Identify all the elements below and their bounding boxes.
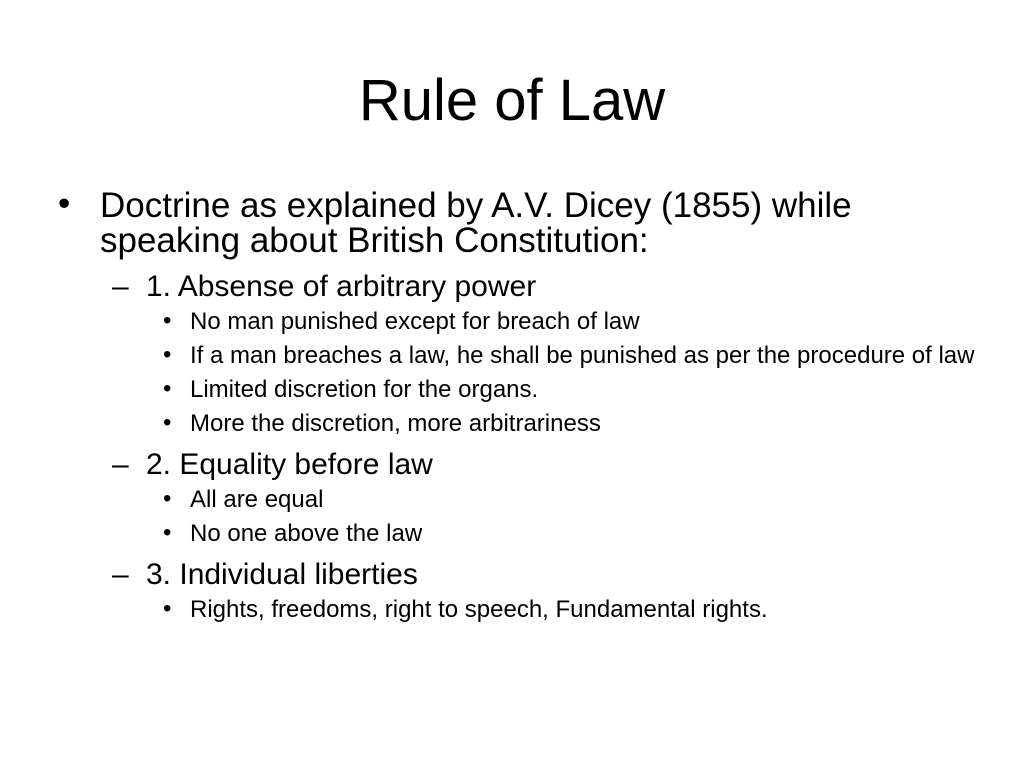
dash-marker: – (112, 558, 129, 591)
bullet-marker: • (163, 307, 172, 334)
sub-point-text: No man punished except for breach of law (190, 308, 640, 335)
dash-marker: – (112, 448, 129, 481)
bullet-marker: • (163, 595, 172, 622)
section-heading-text: 2. Equality before law (146, 448, 433, 481)
sub-point (0, 486, 980, 514)
section-heading-liberties (0, 558, 986, 592)
sub-point (0, 376, 980, 404)
sub-point (0, 342, 980, 370)
sub-point (0, 596, 980, 624)
sub-point (0, 410, 980, 438)
bullet-list (0, 178, 1024, 624)
sub-point-text: More the discretion, more arbitrariness (190, 410, 601, 437)
sub-point (0, 520, 980, 548)
bullet-marker: • (163, 519, 172, 546)
sub-point-text: No one above the law (190, 520, 423, 547)
sub-point (0, 308, 980, 336)
slide-title: Rule of Law (358, 68, 666, 133)
bullet-text: Doctrine as explained by A.V. Dicey (1855) while speaking about British Constitution: (100, 186, 852, 260)
sub-point-text: If a man breaches a law, he shall be punished as per the procedure of law (190, 342, 975, 369)
dash-marker: – (112, 270, 129, 303)
bullet-marker: • (163, 341, 172, 368)
bullet-marker: • (163, 409, 172, 436)
sub-point-text: Limited discretion for the organs. (190, 376, 539, 403)
bullet-marker: • (58, 184, 71, 223)
sub-point-text: All are equal (190, 486, 324, 513)
bullet-marker: • (163, 485, 172, 512)
bullet-marker: • (163, 375, 172, 402)
bullet-doctrine (0, 184, 980, 260)
section-heading-arbitrary-power (0, 270, 986, 304)
sub-point-text: Rights, freedoms, right to speech, Fundamental rights. (190, 596, 768, 623)
section-heading-equality (0, 448, 986, 482)
section-heading-text: 3. Individual liberties (146, 558, 418, 591)
section-heading-text: 1. Absense of arbitrary power (146, 270, 537, 303)
